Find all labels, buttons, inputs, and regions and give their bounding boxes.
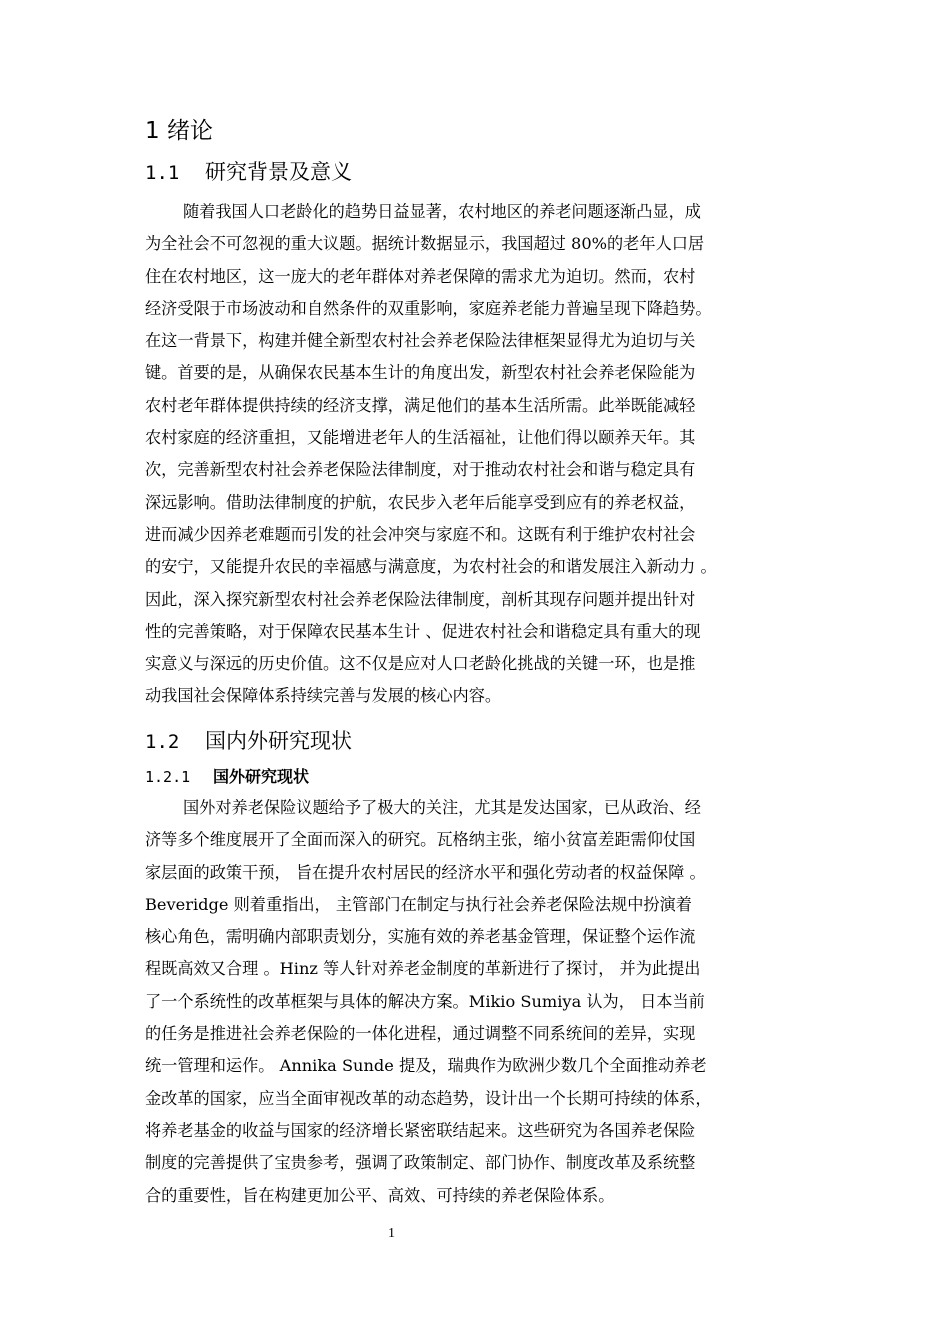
paragraph-line: 键。首要的是，从确保农民基本生计的角度出发，新型农村社会养老保险能为	[145, 363, 696, 383]
paragraph-line: 将养老基金的收益与国家的经济增长紧密联结起来。这些研究为各国养老保险	[145, 1120, 696, 1140]
paragraph-line: 了一个系统性的改革框架与具体的解决方案。Mikio Sumiya 认为， 日本当前	[145, 991, 705, 1011]
paragraph-line: 农村老年群体提供持续的经济支撑，满足他们的基本生活所需。此举既能减轻	[145, 395, 696, 415]
section-heading-1-1	[145, 156, 352, 189]
paragraph-line: 农村家庭的经济重担，又能增进老年人的生活福祉，让他们得以颐养天年。其	[145, 428, 696, 448]
paragraph-line: 性的完善策略，对于保障农民基本生计 、促进农村社会和谐稳定具有重大的现	[145, 621, 701, 641]
paragraph-foreign-research	[145, 792, 815, 1212]
paragraph-line: 为全社会不可忽视的重大议题。据统计数据显示，我国超过 80%的老年人口居	[145, 234, 705, 254]
subsection-heading-1-2-1	[145, 763, 309, 791]
paragraph-line: 经济受限于市场波动和自然条件的双重影响，家庭养老能力普遍呈现下降趋势。	[145, 298, 712, 318]
paragraph-line: 国外对养老保险议题给予了极大的关注，尤其是发达国家，已从政治、经	[183, 798, 701, 817]
paragraph-line: 程既高效又合理 。Hinz 等人针对养老金制度的革新进行了探讨， 并为此提出	[145, 959, 701, 979]
section-title-text: 国内外研究现状	[205, 729, 352, 753]
paragraph-line: 核心角色，需明确内部职责划分，实施有效的养老基金管理，保证整个运作流	[145, 927, 696, 947]
paragraph-line: 制度的完善提供了宝贵参考，强调了政策制定、部门协作、制度改革及系统整	[145, 1153, 696, 1173]
paragraph-line: 的安宁，又能提升农民的幸福感与满意度，为农村社会的和谐发展注入新动力 。	[145, 557, 717, 577]
section-heading-1-2	[145, 725, 352, 758]
paragraph-line: 金改革的国家，应当全面审视改革的动态趋势，设计出一个长期可持续的体系，	[145, 1088, 712, 1108]
paragraph-line: 随着我国人口老龄化的趋势日益显著，农村地区的养老问题逐渐凸显，成	[183, 202, 701, 221]
paragraph-line: 动我国社会保障体系持续完善与发展的核心内容。	[145, 686, 502, 706]
paragraph-line: 进而减少因养老难题而引发的社会冲突与家庭不和。这既有利于维护农村社会	[145, 524, 696, 544]
section-title-text: 研究背景及意义	[205, 160, 352, 184]
subsection-number: 1.2.1	[145, 768, 191, 786]
paragraph-line: 合的重要性，旨在构建更加公平、高效、可持续的养老保险体系。	[145, 1185, 615, 1205]
section-number: 1.1	[145, 162, 180, 184]
paragraph-line: 济等多个维度展开了全面而深入的研究。瓦格纳主张，缩小贫富差距需仰仗国	[145, 830, 696, 850]
paragraph-line: 次，完善新型农村社会养老保险法律制度，对于推动农村社会和谐与稳定具有	[145, 460, 696, 480]
paragraph-line: 因此，深入探究新型农村社会养老保险法律制度，剖析其现存问题并提出针对	[145, 589, 696, 609]
subsection-title-text: 国外研究现状	[213, 767, 310, 786]
paragraph-line: Beveridge 则着重指出， 主管部门在制定与执行社会养老保险法规中扮演着	[145, 894, 692, 914]
paragraph-line: 深远影响。借助法律制度的护航，农民步入老年后能享受到应有的养老权益，	[145, 492, 696, 512]
paragraph-line: 的任务是推进社会养老保险的一体化进程，通过调整不同系统间的差异，实现	[145, 1024, 696, 1044]
paragraph-line: 统一管理和运作。 Annika Sunde 提及，瑞典作为欧洲少数几个全面推动养老	[145, 1056, 707, 1076]
page-number: 1	[388, 1226, 395, 1241]
paragraph-line: 住在农村地区，这一庞大的老年群体对养老保障的需求尤为迫切。然而，农村	[145, 266, 696, 286]
paragraph-line: 实意义与深远的历史价值。这不仅是应对人口老龄化挑战的关键一环，也是推	[145, 654, 696, 674]
section-number: 1.2	[145, 731, 180, 753]
paragraph-line: 在这一背景下，构建并健全新型农村社会养老保险法律框架显得尤为迫切与关	[145, 331, 696, 351]
paragraph-line: 家层面的政策干预， 旨在提升农村居民的经济水平和强化劳动者的权益保障 。	[145, 862, 706, 882]
chapter-title: 1 绪论	[145, 118, 213, 144]
paragraph-background	[145, 196, 815, 713]
